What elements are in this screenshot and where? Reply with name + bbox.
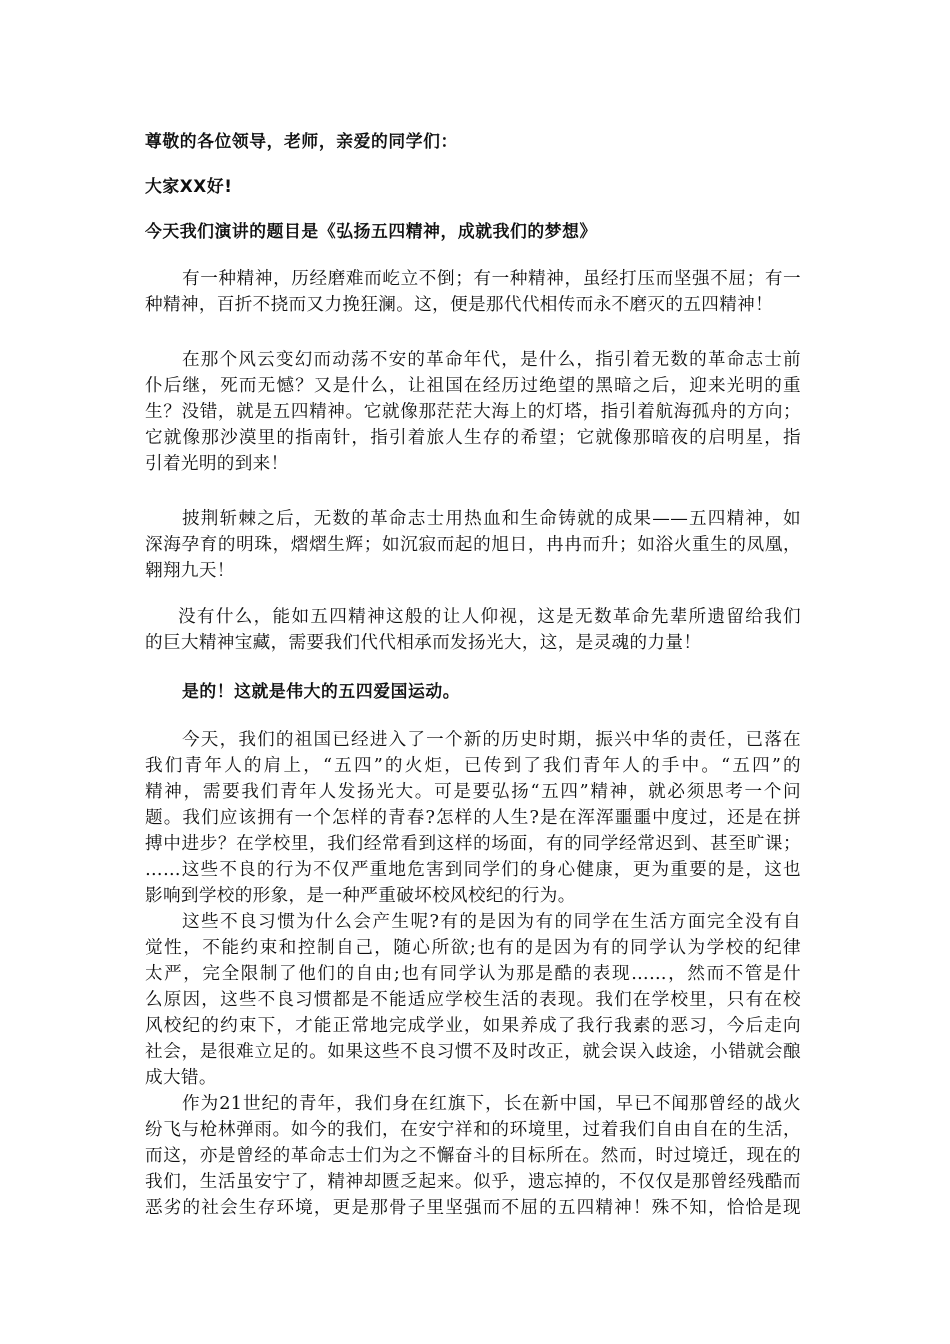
paragraph-line: 恶劣的社会生存环境，更是那骨子里坚强而不屈的五四精神！殊不知，恰恰是现: [145, 1198, 801, 1218]
paragraph-line: 搏中进步？在学校里，我们经常看到这样的场面，有的同学经常迟到、甚至旷课；: [145, 834, 801, 854]
paragraph-line: 精神，需要我们青年人发扬光大。可是要弘扬“五四”精神，就必须思考一个问: [145, 782, 801, 802]
paragraph-line: 我们青年人的肩上，“五四”的火炬，已传到了我们青年人的手中。“五四”的: [145, 756, 801, 776]
paragraph-line: 纷飞与枪林弹雨。如今的我们，在安宁祥和的环境里，过着我们自由自在的生活，: [145, 1120, 801, 1140]
emphasis-line: 是的！这就是伟大的五四爱国运动。: [182, 681, 461, 701]
paragraph-line: 它就像那沙漠里的指南针，指引着旅人生存的希望；它就像那暗夜的启明星，指: [145, 428, 801, 448]
paragraph-line: 的巨大精神宝藏，需要我们代代相承而发扬光大，这，是灵魂的力量！: [145, 633, 702, 653]
paragraph-line: 作为21世纪的青年，我们身在红旗下，长在新中国，早已不闻那曾经的战火: [182, 1094, 801, 1114]
paragraph-line: 影响到学校的形象，是一种严重破坏校风校纪的行为。: [145, 886, 576, 906]
speech-topic: 今天我们演讲的题目是《弘扬五四精神，成就我们的梦想》: [145, 221, 597, 241]
paragraph-line: 社会，是很难立足的。如果这些不良习惯不及时改正，就会误入歧途，小错就会酿: [145, 1042, 801, 1062]
paragraph-line: 这些不良习惯为什么会产生呢?有的是因为有的同学在生活方面完全没有自: [182, 912, 801, 932]
paragraph-line: 题。我们应该拥有一个怎样的青春?怎样的人生?是在浑浑噩噩中度过，还是在拼: [145, 808, 801, 828]
paragraph-line: 觉性，不能约束和控制自己，随心所欲;也有的是因为有的同学认为学校的纪律: [145, 938, 801, 958]
greeting: 大家XX好!: [145, 176, 233, 196]
paragraph-line: 引着光明的到来！: [145, 454, 289, 474]
paragraph-line: 披荆斩棘之后，无数的革命志士用热血和生命铸就的成果——五四精神，如: [182, 509, 801, 529]
paragraph-line: 深海孕育的明珠，熠熠生辉；如沉寂而起的旭日，冉冉而升；如浴火重生的凤凰，: [145, 535, 801, 555]
paragraph-line: 在那个风云变幻而动荡不安的革命年代，是什么，指引着无数的革命志士前: [182, 350, 801, 370]
paragraph-line: 风校纪的约束下，才能正常地完成学业，如果养成了我行我素的恶习，今后走向: [145, 1016, 801, 1036]
paragraph-line: 有一种精神，历经磨难而屹立不倒；有一种精神，虽经打压而坚强不屈；有一: [182, 269, 801, 289]
paragraph-line: 么原因，这些不良习惯都是不能适应学校生活的表现。我们在学校里，只有在校: [145, 990, 801, 1010]
paragraph-line: 今天，我们的祖国已经进入了一个新的历史时期，振兴中华的责任，已落在: [182, 730, 801, 750]
paragraph-line: 种精神，百折不挠而又力挽狂澜。这，便是那代代相传而永不磨灭的五四精神！: [145, 295, 774, 315]
paragraph-line: 没有什么，能如五四精神这般的让人仰视，这是无数革命先辈所遗留给我们: [178, 607, 801, 627]
paragraph-line: 太严，完全限制了他们的自由;也有同学认为那是酷的表现……，然而不管是什: [145, 964, 801, 984]
paragraph-line: 翱翔九天！: [145, 561, 235, 581]
paragraph-line: 成大错。: [145, 1068, 217, 1088]
paragraph-line: 我们，生活虽安宁了，精神却匮乏起来。似乎，遗忘掉的，不仅仅是那曾经残酷而: [145, 1172, 801, 1192]
paragraph-line: ……这些不良的行为不仅严重地危害到同学们的身心健康，更为重要的是，这也: [145, 860, 801, 880]
salutation: 尊敬的各位领导，老师，亲爱的同学们：: [145, 131, 458, 151]
paragraph-line: 生？没错，就是五四精神。它就像那茫茫大海上的灯塔，指引着航海孤舟的方向；: [145, 402, 801, 422]
paragraph-line: 而这，亦是曾经的革命志士们为之不懈奋斗的目标所在。然而，时过境迁，现在的: [145, 1146, 801, 1166]
paragraph-line: 仆后继，死而无憾？又是什么，让祖国在经历过绝望的黑暗之后，迎来光明的重: [145, 376, 801, 396]
